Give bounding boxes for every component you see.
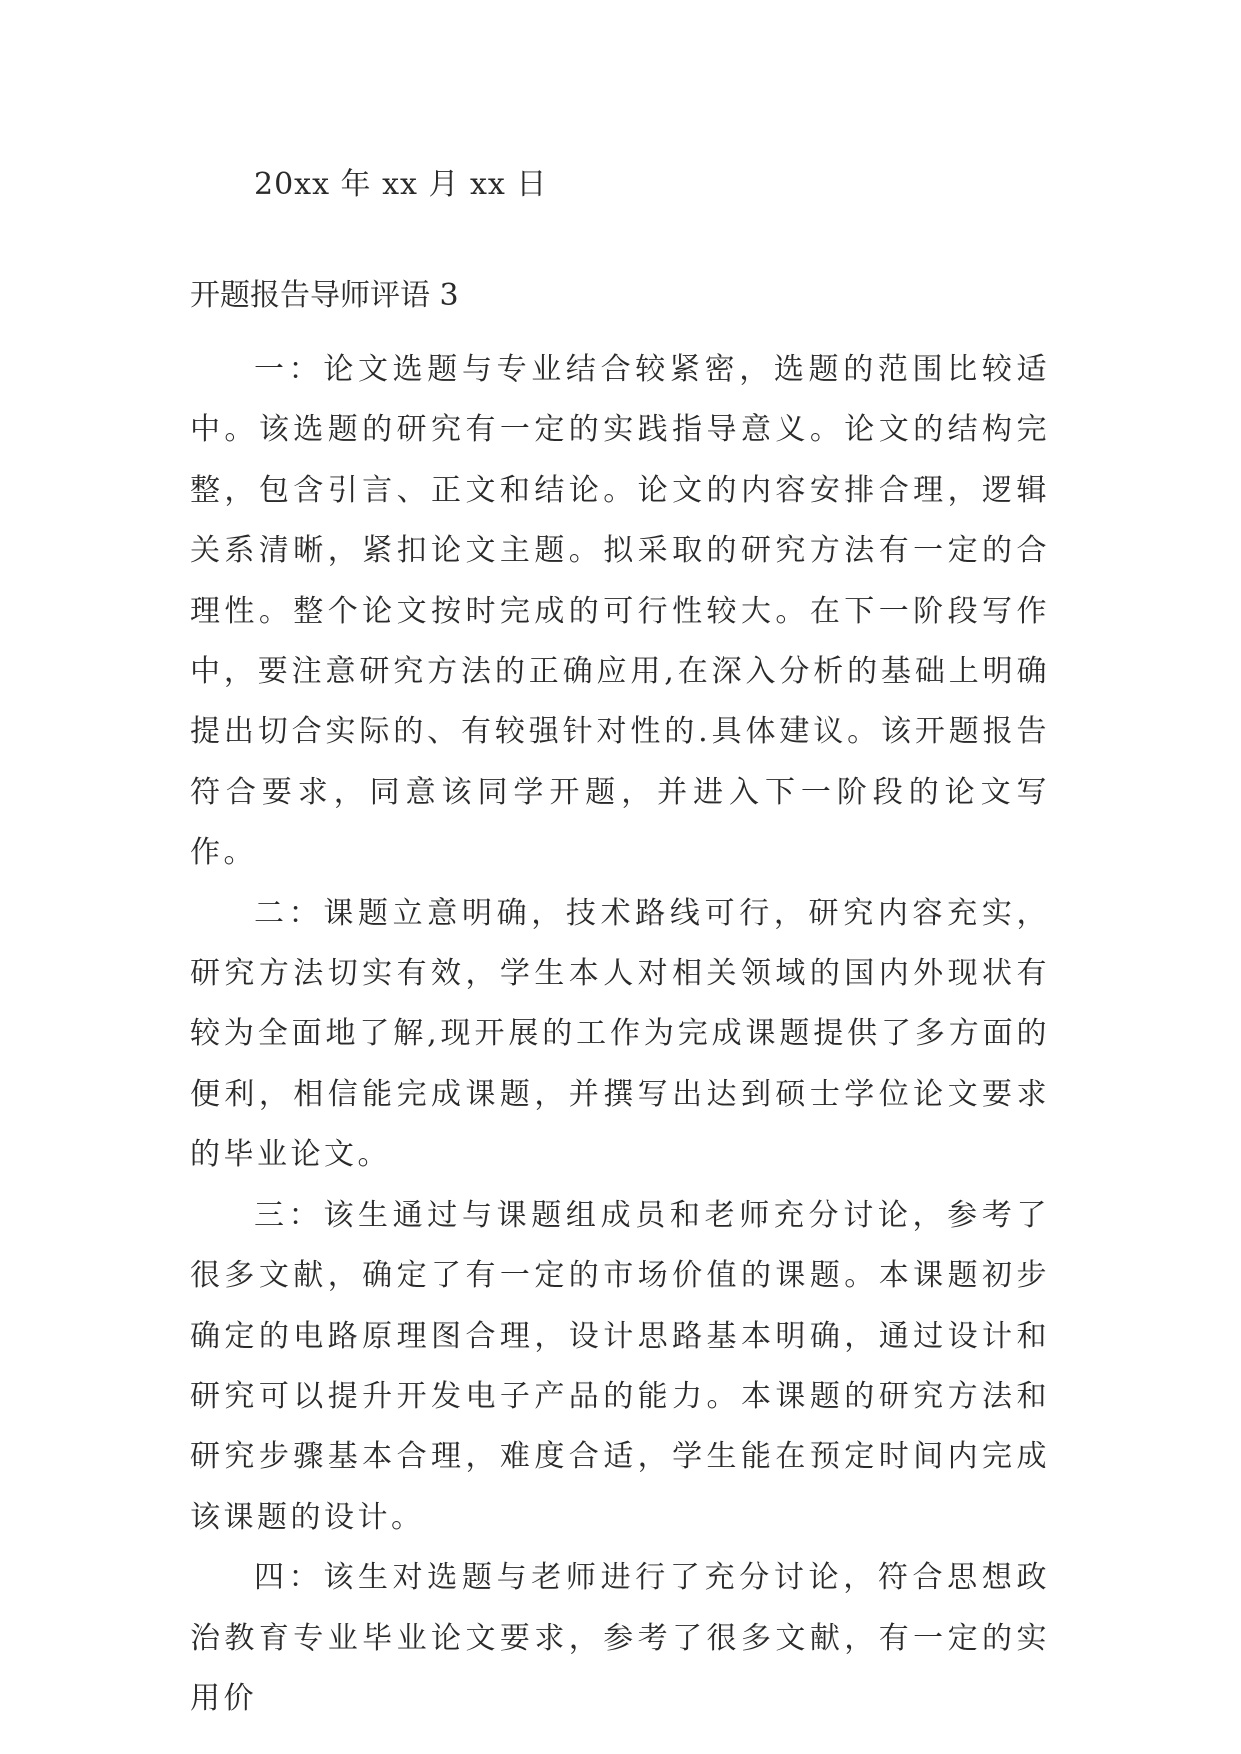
- paragraph-2: 二：课题立意明确，技术路线可行，研究内容充实，研究方法切实有效，学生本人对相关领域的国内外现状有较为全面地了解,现开展的工作为完成课题提供了多方面的便利，相信能完成课题，并撰写出达到硕士学位论文要求的毕业论文。: [190, 895, 1050, 1173]
- paragraph-1: 一：论文选题与专业结合较紧密，选题的范围比较适中。该选题的研究有一定的实践指导意义。论文的结构完整，包含引言、正文和结论。论文的内容安排合理，逻辑关系清晰，紧扣论文主题。拟采取的研究方法有一定的合理性。整个论文按时完成的可行性较大。在下一阶段写作中，要注意研究方法的正确应用,在深入分析的基础上明确提出切合实际的、有较强针对性的.具体建议。该开题报告符合要求，同意该同学开题，并进入下一阶段的论文写作。: [190, 352, 1050, 871]
- paragraph-4: 四：该生对选题与老师进行了充分讨论，符合思想政治教育专业毕业论文要求，参考了很多文献，有一定的实用价: [190, 1560, 1050, 1716]
- paragraph-3: 三：该生通过与课题组成员和老师充分讨论，参考了很多文献，确定了有一定的市场价值的课题。本课题初步确定的电路原理图合理，设计思路基本明确，通过设计和研究可以提升开发电子产品的能力。本课题的研究方法和研究步骤基本合理，难度合适，学生能在预定时间内完成该课题的设计。: [190, 1197, 1050, 1535]
- body-text: [190, 340, 1050, 1729]
- document-date: 20xx 年 xx 月 xx 日: [254, 167, 548, 202]
- section-heading: 开题报告导师评语 3: [190, 278, 459, 313]
